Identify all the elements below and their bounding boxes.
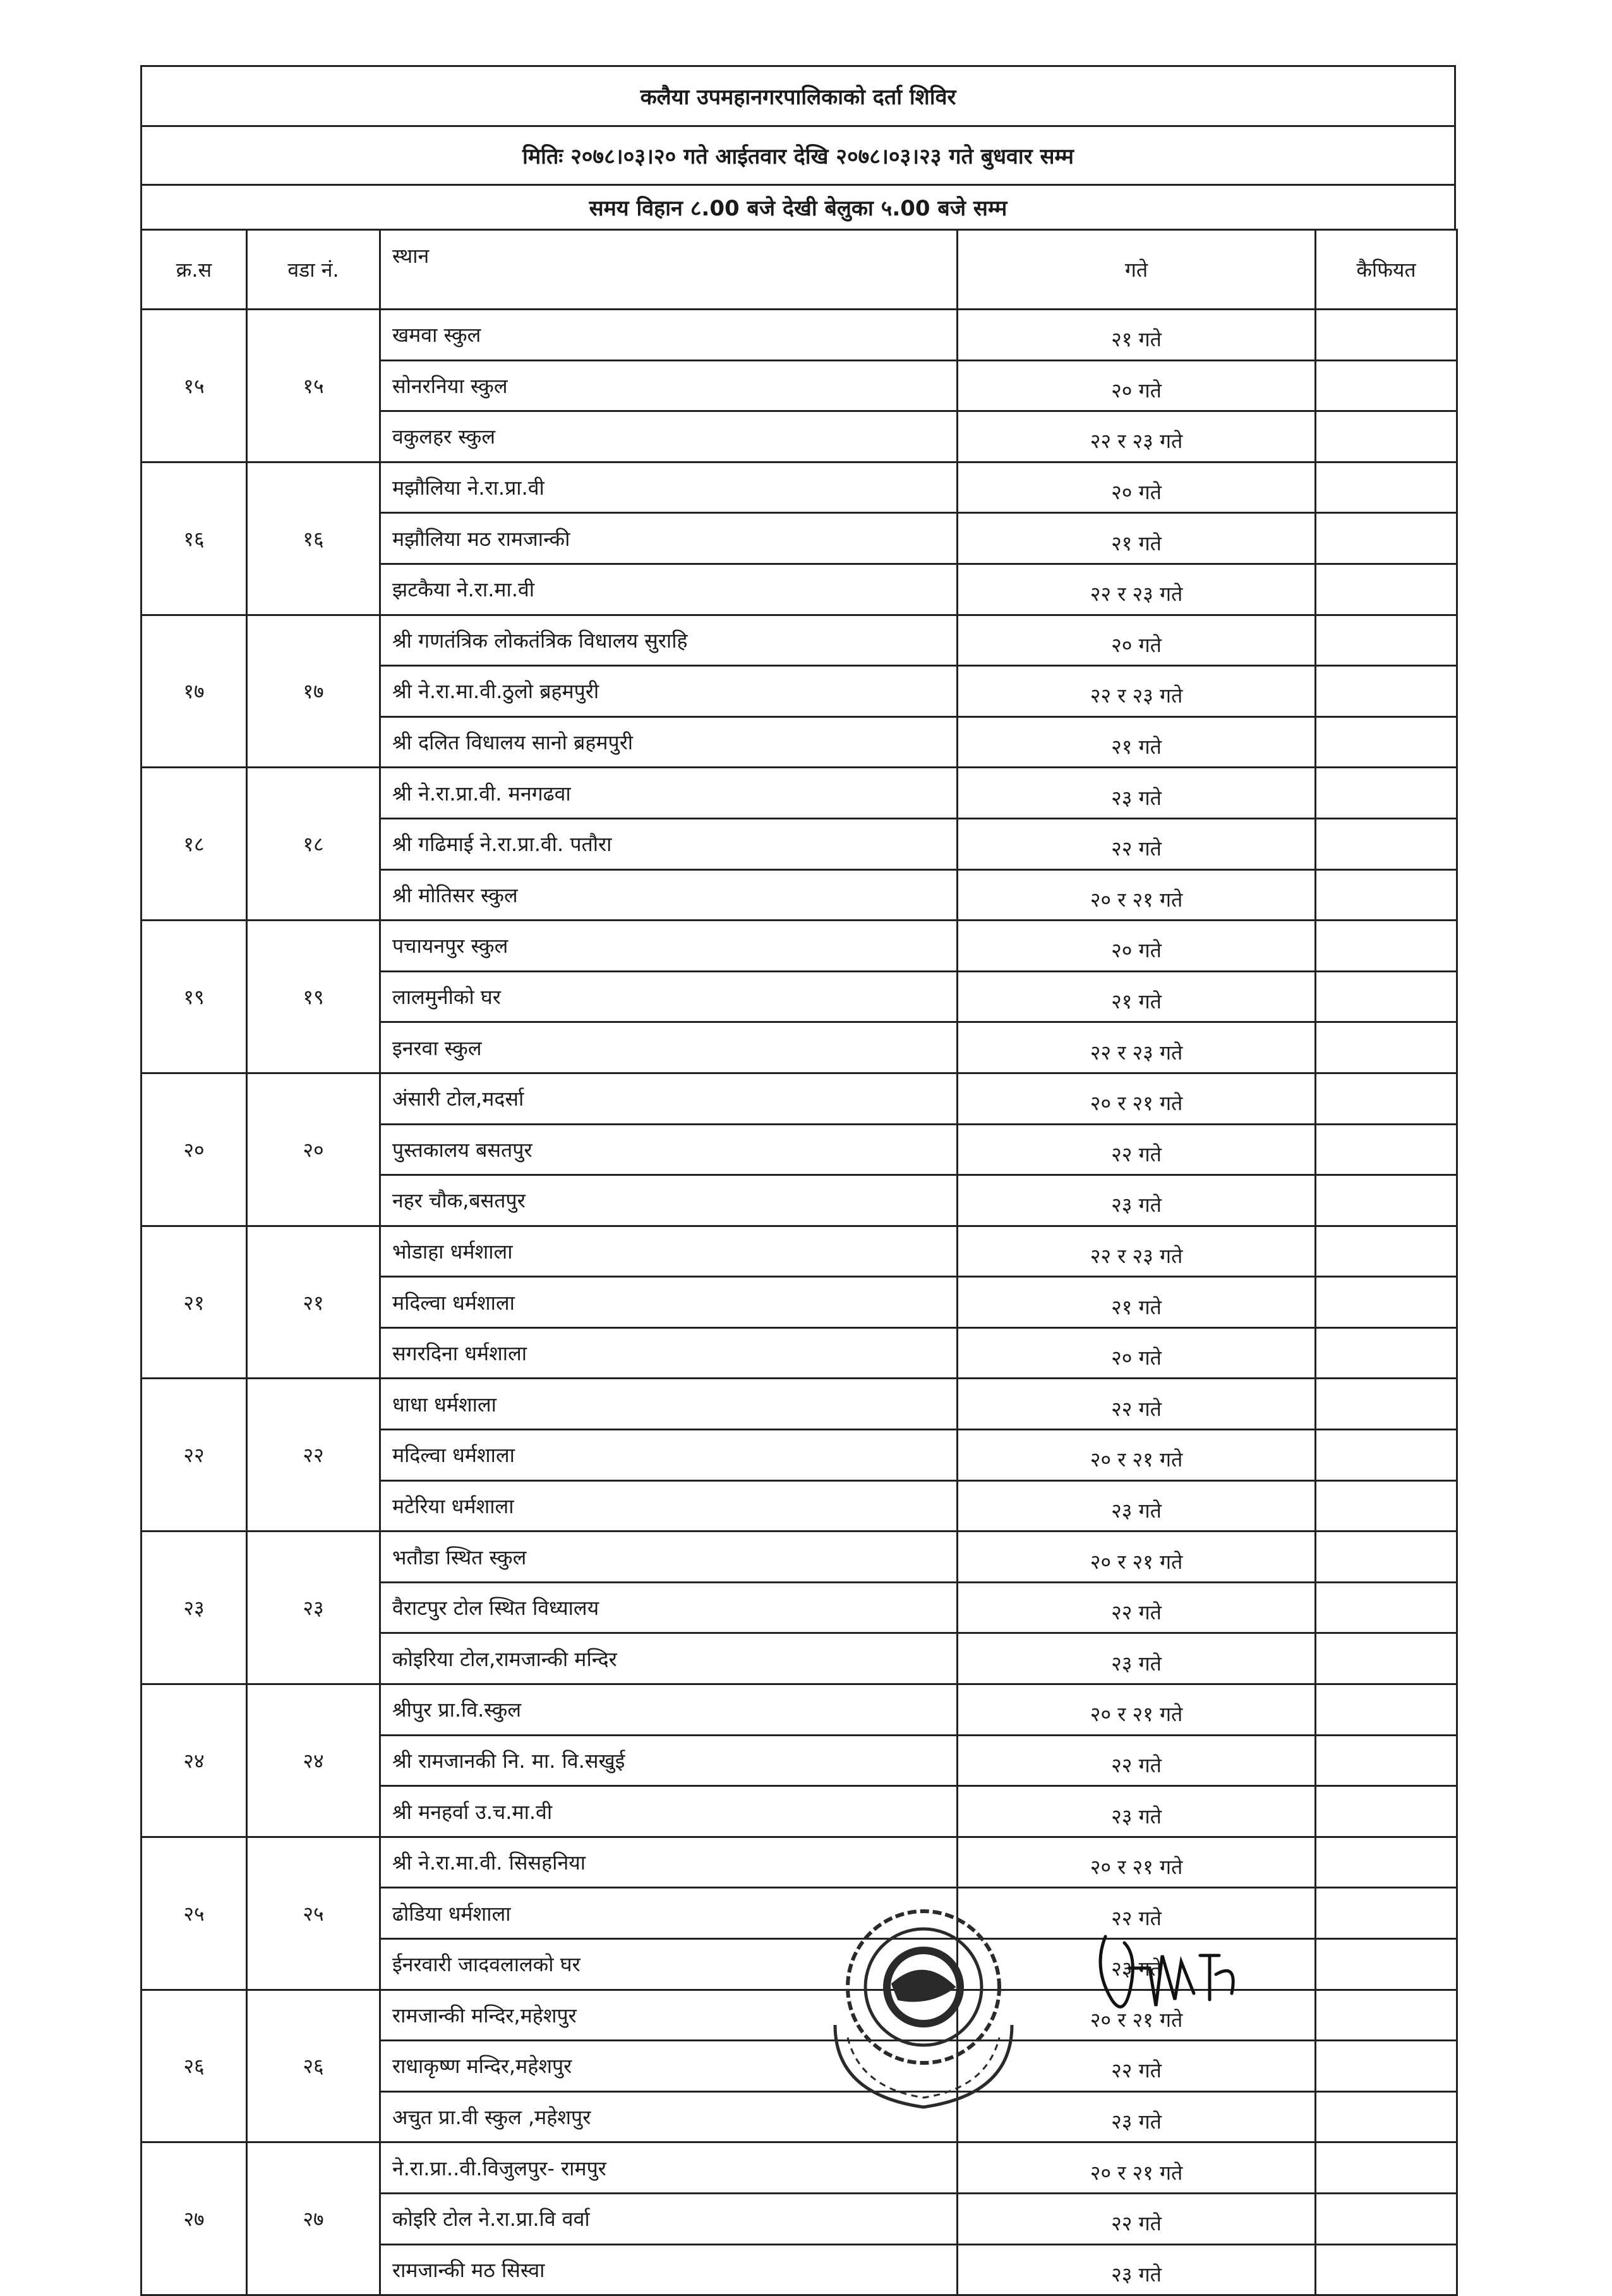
place-cell: वैराटपुर टोल स्थित विध्यालय [380, 1582, 958, 1633]
ward-number-cell: २६ [247, 1990, 380, 2142]
date-cell: २१ गते [958, 310, 1316, 361]
place-cell: पुस्तकालय बसतपुर [380, 1124, 958, 1175]
place-cell: राधाकृष्ण मन्दिर,महेशपुर [380, 2041, 958, 2092]
ward-number-cell: २३ [247, 1532, 380, 1684]
date-cell: २० र २१ गते [958, 1837, 1316, 1888]
column-header-place: स्थान [380, 230, 958, 310]
place-cell: श्रीपुर प्रा.वि.स्कुल [380, 1684, 958, 1736]
remarks-cell [1316, 1480, 1457, 1532]
serial-number-cell: २७ [141, 2142, 247, 2295]
place-cell: श्री मोतिसर स्कुल [380, 869, 958, 921]
date-cell: २२ गते [958, 1888, 1316, 1939]
remarks-cell [1316, 1327, 1457, 1379]
place-cell: श्री दलित विधालय सानो ब्रहमपुरी [380, 716, 958, 768]
table-row [141, 768, 1457, 819]
date-cell: २० गते [958, 921, 1316, 972]
date-cell: २० र २१ गते [958, 869, 1316, 921]
date-cell: २१ गते [958, 716, 1316, 768]
date-cell: २२ गते [958, 1124, 1316, 1175]
date-cell: २० गते [958, 462, 1316, 513]
serial-number-cell: १८ [141, 768, 247, 921]
ward-number-cell: १८ [247, 768, 380, 921]
remarks-cell [1316, 411, 1457, 462]
table-row [141, 2142, 1457, 2194]
remarks-cell [1316, 462, 1457, 513]
table-row [141, 1226, 1457, 1277]
table-row [141, 921, 1457, 972]
date-range-line: मितिः २०७८।०३।२० गते आईतवार देखि २०७८।०३।२३ गते बुधवार सम्म [140, 125, 1456, 184]
place-cell: झटकैया ने.रा.मा.वी [380, 564, 958, 615]
remarks-cell [1316, 310, 1457, 361]
place-cell: खमवा स्कुल [380, 310, 958, 361]
serial-number-cell: १६ [141, 462, 247, 615]
table-row [141, 1684, 1457, 1736]
place-cell: श्री गणतंत्रिक लोकतंत्रिक विधालय सुराहि [380, 615, 958, 666]
date-cell: २१ गते [958, 1277, 1316, 1328]
date-cell: २२ र २३ गते [958, 1022, 1316, 1073]
remarks-cell [1316, 869, 1457, 921]
remarks-cell [1316, 921, 1457, 972]
date-cell: २० र २१ गते [958, 2142, 1316, 2194]
place-cell: सगरदिना धर्मशाला [380, 1327, 958, 1379]
date-cell: २३ गते [958, 768, 1316, 819]
place-cell: भतौडा स्थित स्कुल [380, 1532, 958, 1583]
ward-number-cell: २२ [247, 1379, 380, 1532]
place-cell: अचुत प्रा.वी स्कुल ,महेशपुर [380, 2091, 958, 2142]
date-cell: २० गते [958, 615, 1316, 666]
ward-number-cell: १५ [247, 310, 380, 462]
remarks-cell [1316, 1226, 1457, 1277]
remarks-cell [1316, 1939, 1457, 1990]
remarks-cell [1316, 1073, 1457, 1124]
place-cell: इनरवा स्कुल [380, 1022, 958, 1073]
remarks-cell [1316, 1175, 1457, 1226]
place-cell: सोनरनिया स्कुल [380, 360, 958, 411]
date-cell: २२ गते [958, 2193, 1316, 2244]
remarks-cell [1316, 360, 1457, 411]
ward-number-cell: १९ [247, 921, 380, 1073]
document-title: कलैया उपमहानगरपालिकाको दर्ता शिविर [140, 65, 1456, 125]
remarks-cell [1316, 818, 1457, 869]
place-cell: ढोडिया धर्मशाला [380, 1888, 958, 1939]
place-cell: अंसारी टोल,मदर्सा [380, 1073, 958, 1124]
place-cell: लालमुनीको घर [380, 971, 958, 1022]
place-cell: रामजान्की मठ सिस्वा [380, 2244, 958, 2295]
date-cell: २१ गते [958, 971, 1316, 1022]
date-cell: २३ गते [958, 1175, 1316, 1226]
remarks-cell [1316, 2142, 1457, 2194]
serial-number-cell: १७ [141, 615, 247, 768]
remarks-cell [1316, 513, 1457, 564]
place-cell: पचायनपुर स्कुल [380, 921, 958, 972]
place-cell: रामजान्की मन्दिर,महेशपुर [380, 1990, 958, 2041]
column-header-date: गते [958, 230, 1316, 310]
remarks-cell [1316, 1532, 1457, 1583]
date-cell: २२ गते [958, 1379, 1316, 1430]
place-cell: ईनरवारी जादवलालको घर [380, 1939, 958, 1990]
place-cell: श्री रामजानकी नि. मा. वि.सखुई [380, 1735, 958, 1786]
serial-number-cell: २३ [141, 1532, 247, 1684]
place-cell: मझौलिया ने.रा.प्रा.वी [380, 462, 958, 513]
date-cell: २० र २१ गते [958, 1073, 1316, 1124]
serial-number-cell: २१ [141, 1226, 247, 1379]
remarks-cell [1316, 1990, 1457, 2041]
date-cell: २३ गते [958, 1786, 1316, 1837]
remarks-cell [1316, 1888, 1457, 1939]
date-cell: २० गते [958, 1327, 1316, 1379]
remarks-cell [1316, 768, 1457, 819]
date-cell: २० गते [958, 360, 1316, 411]
date-cell: २२ गते [958, 1582, 1316, 1633]
remarks-cell [1316, 1379, 1457, 1430]
place-cell: कोइरि टोल ने.रा.प्रा.वि वर्वा [380, 2193, 958, 2244]
table-header-row [141, 230, 1457, 310]
table-row [141, 462, 1457, 513]
place-cell: श्री गढिमाई ने.रा.प्रा.वी. पतौरा [380, 818, 958, 869]
serial-number-cell: २२ [141, 1379, 247, 1532]
date-cell: २२ र २३ गते [958, 564, 1316, 615]
place-cell: वकुलहर स्कुल [380, 411, 958, 462]
ward-number-cell: १६ [247, 462, 380, 615]
date-cell: २३ गते [958, 1480, 1316, 1532]
date-cell: २२ र २३ गते [958, 1226, 1316, 1277]
remarks-cell [1316, 1124, 1457, 1175]
ward-number-cell: २० [247, 1073, 380, 1226]
date-cell: २० र २१ गते [958, 1532, 1316, 1583]
serial-number-cell: २५ [141, 1837, 247, 1990]
date-cell: २२ गते [958, 818, 1316, 869]
place-cell: मटेरिया धर्मशाला [380, 1480, 958, 1532]
signature-icon [1086, 1918, 1251, 2031]
serial-number-cell: १९ [141, 921, 247, 1073]
column-header-remarks: कैफियत [1316, 230, 1457, 310]
remarks-cell [1316, 615, 1457, 666]
ward-number-cell: २५ [247, 1837, 380, 1990]
date-cell: २१ गते [958, 513, 1316, 564]
place-cell: ने.रा.प्रा..वी.विजुलपुर- रामपुर [380, 2142, 958, 2194]
remarks-cell [1316, 1633, 1457, 1684]
remarks-cell [1316, 564, 1457, 615]
remarks-cell [1316, 1684, 1457, 1736]
place-cell: धाधा धर्मशाला [380, 1379, 958, 1430]
ward-number-cell: २७ [247, 2142, 380, 2295]
place-cell: मझौलिया मठ रामजान्की [380, 513, 958, 564]
place-cell: मदिल्वा धर्मशाला [380, 1277, 958, 1328]
remarks-cell [1316, 2244, 1457, 2295]
place-cell: श्री मनहर्वा उ.च.मा.वी [380, 1786, 958, 1837]
column-header-sn: क्र.स [141, 230, 247, 310]
date-cell: २० र २१ गते [958, 1684, 1316, 1736]
serial-number-cell: १५ [141, 310, 247, 462]
date-cell: २२ र २३ गते [958, 411, 1316, 462]
remarks-cell [1316, 1430, 1457, 1481]
place-cell: मदिल्वा धर्मशाला [380, 1430, 958, 1481]
place-cell: नहर चौक,बसतपुर [380, 1175, 958, 1226]
place-cell: श्री ने.रा.मा.वी. सिसहनिया [380, 1837, 958, 1888]
remarks-cell [1316, 2193, 1457, 2244]
serial-number-cell: २६ [141, 1990, 247, 2142]
date-cell: २२ र २३ गते [958, 666, 1316, 717]
serial-number-cell: २४ [141, 1684, 247, 1837]
remarks-cell [1316, 971, 1457, 1022]
remarks-cell [1316, 1837, 1457, 1888]
table-row [141, 310, 1457, 361]
date-cell: २३ गते [958, 1939, 1316, 1990]
table-row [141, 1073, 1457, 1124]
time-line: समय विहान ८.00 बजे देखी बेलुका ५.00 बजे सम्म [140, 184, 1456, 229]
place-cell: श्री ने.रा.मा.वी.ठुलो ब्रहमपुरी [380, 666, 958, 717]
place-cell: कोइरिया टोल,रामजान्की मन्दिर [380, 1633, 958, 1684]
ward-number-cell: २४ [247, 1684, 380, 1837]
remarks-cell [1316, 1786, 1457, 1837]
serial-number-cell: २० [141, 1073, 247, 1226]
remarks-cell [1316, 2091, 1457, 2142]
table-row [141, 1532, 1457, 1583]
office-seal-icon [797, 1880, 1050, 2132]
remarks-cell [1316, 1735, 1457, 1786]
ward-number-cell: १७ [247, 615, 380, 768]
remarks-cell [1316, 1277, 1457, 1328]
remarks-cell [1316, 2041, 1457, 2092]
remarks-cell [1316, 666, 1457, 717]
ward-number-cell: २१ [247, 1226, 380, 1379]
date-cell: २३ गते [958, 2091, 1316, 2142]
place-cell: भोडाहा धर्मशाला [380, 1226, 958, 1277]
remarks-cell [1316, 1582, 1457, 1633]
remarks-cell [1316, 716, 1457, 768]
column-header-ward: वडा नं. [247, 230, 380, 310]
date-cell: २२ गते [958, 2041, 1316, 2092]
table-row [141, 1379, 1457, 1430]
remarks-cell [1316, 1022, 1457, 1073]
date-cell: २० र २१ गते [958, 1990, 1316, 2041]
date-cell: २२ गते [958, 1735, 1316, 1786]
table-row [141, 615, 1457, 666]
place-cell: श्री ने.रा.प्रा.वी. मनगढवा [380, 768, 958, 819]
date-cell: २३ गते [958, 1633, 1316, 1684]
date-cell: २३ गते [958, 2244, 1316, 2295]
date-cell: २० र २१ गते [958, 1430, 1316, 1481]
